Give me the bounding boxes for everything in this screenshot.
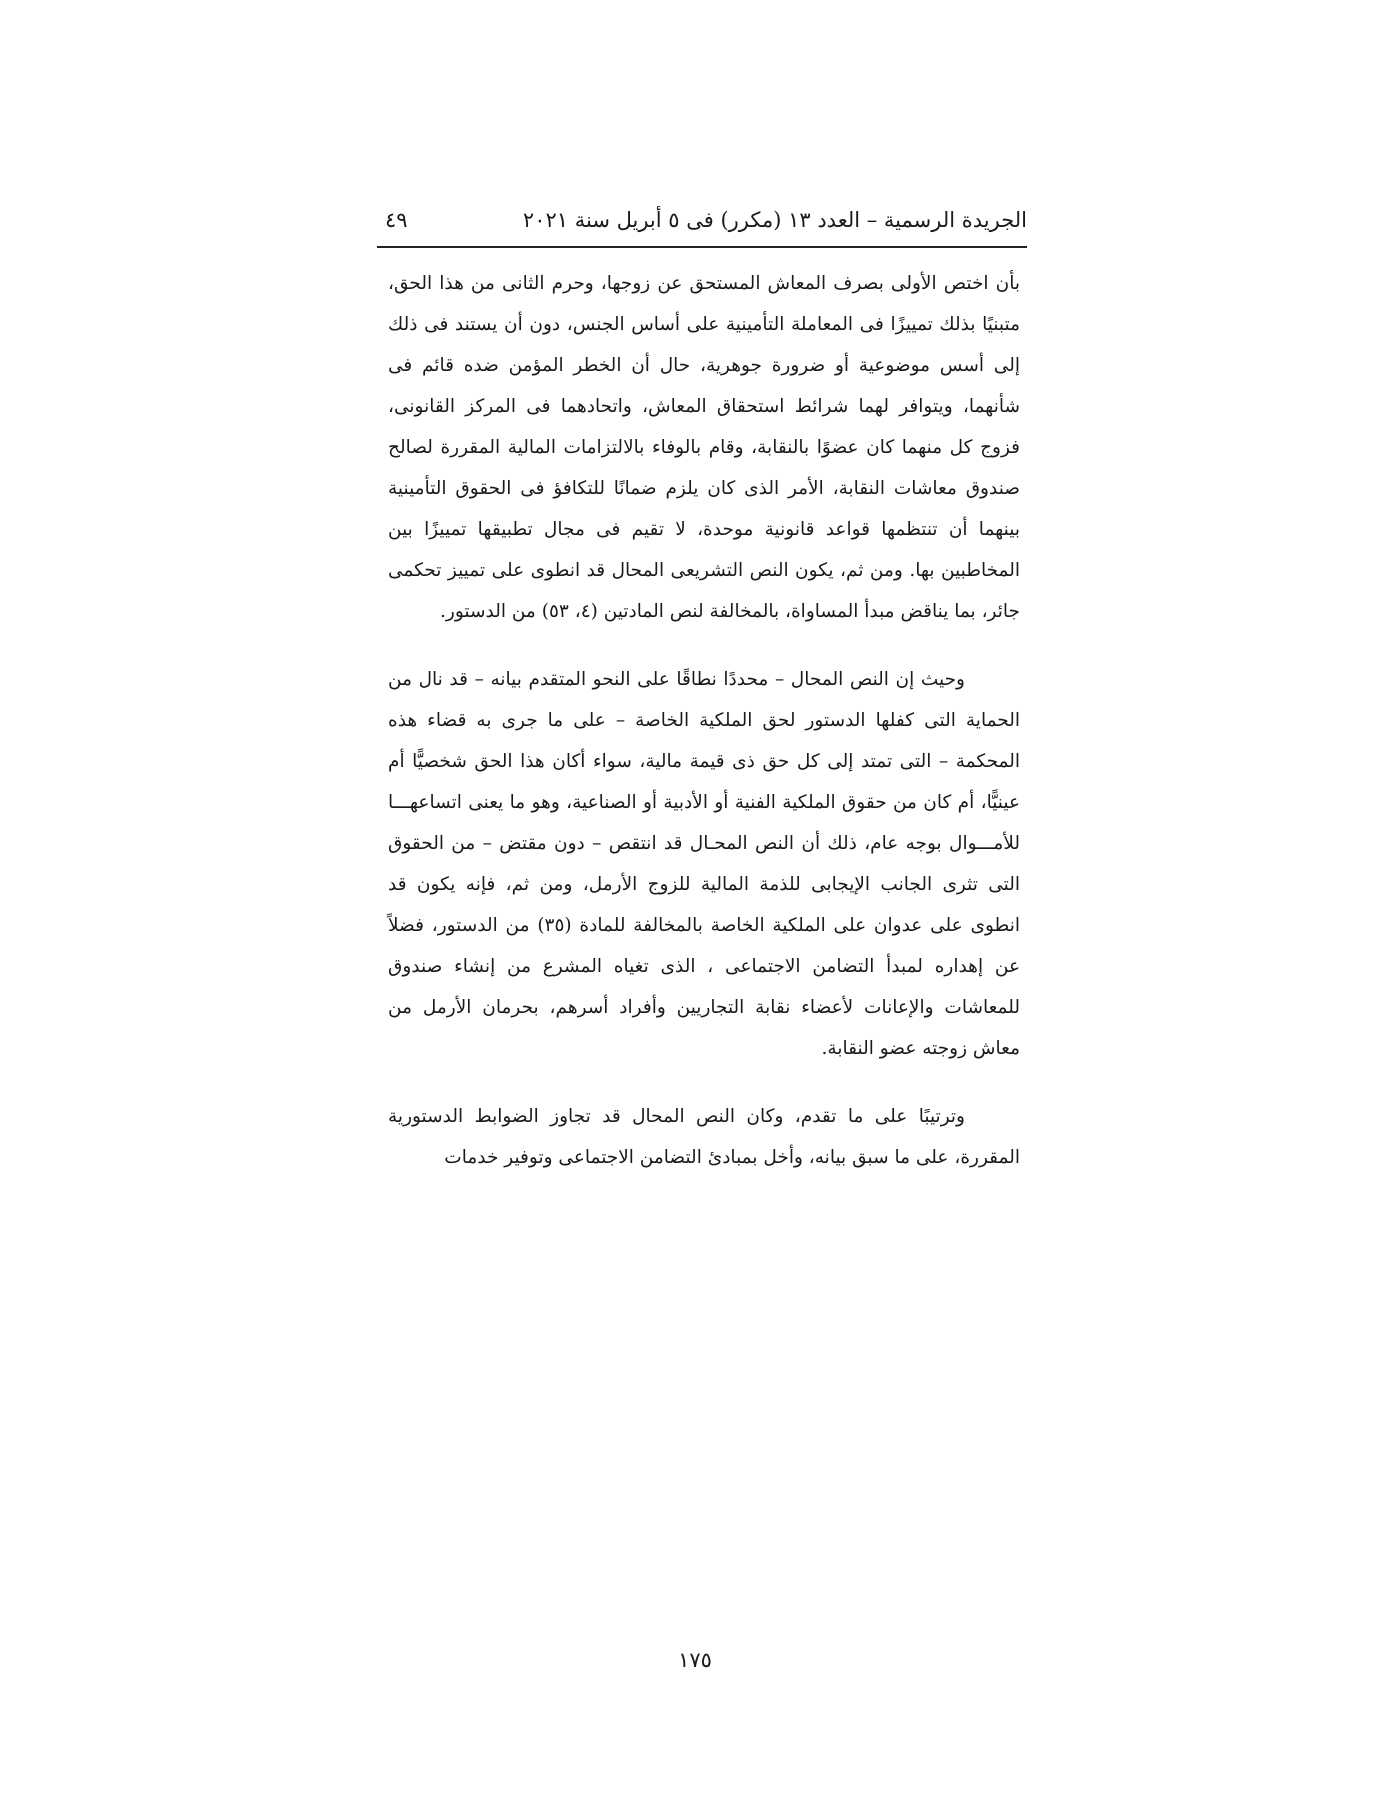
paragraph-3: وترتيبًا على ما تقدم، وكان النص المحال قد تجاوز الضوابط الدستورية المقررة، على ما سبق بيانه، وأخل بمبادئ التضامن الاجتماعى وتوفير خدمات <box>388 1106 1020 1168</box>
paragraph-2: وحيث إن النص المحال – محددًا نطاقًا على النحو المتقدم بيانه – قد نال من الحماية التى كفلها الدستور لحق الملكية الخاصة – على ما جرى به قضاء هذه المحكمة – التى تمتد إلى كل حق ذى قيمة مالية، سواء أكان هذا الحق شخصيًّا أم عينيًّا، أم كان من حقوق الملكية الفنية أو الأدبية أو الصناعية، وهو ما يعنى اتساعهـــا للأمـــوال بوجه عام، ذلك أن النص المحـال قد انتقص – دون مقتض – من الحقوق التى تثرى الجانب الإيجابى للذمة المالية للزوج الأرمل، ومن ثم، فإنه يكون قد انطوى على عدوان على الملكية الخاصة بالمخالفة للمادة (٣٥) من الدستور، فضلاً عن إهداره لمبدأ التضامن الاجتماعى ، الذى تغياه المشرع من إنشاء صندوق للمعاشات والإعانات لأعضاء نقابة التجاريين وأفراد أسرهم، بحرمان الأرمل من معاش زوجته عضو النقابة. <box>388 669 1020 1059</box>
page-header <box>377 204 1027 244</box>
header-page-number: ٤٩ <box>385 208 408 232</box>
document-body <box>388 263 1020 1178</box>
footer-page-number: ١٧٥ <box>678 1648 712 1672</box>
paragraph-1: بأن اختص الأولى بصرف المعاش المستحق عن زوجها، وحرم الثانى من هذا الحق، متبنيًا بذلك تمييزًا فى المعاملة التأمينية على أساس الجنس، دون أن يستند فى ذلك إلى أسس موضوعية أو ضرورة جوهرية، حال أن الخطر المؤمن ضده قائم فى شأنهما، ويتوافر لهما شرائط استحقاق المعاش، واتحادهما فى المركز القانونى، فزوج كل منهما كان عضوًا بالنقابة، وقام بالوفاء بالالتزامات المالية المقررة لصالح صندوق معاشات النقابة، الأمر الذى كان يلزم ضمانًا للتكافؤ فى الحقوق التأمينية بينهما أن تنتظمها قواعد قانونية موحدة، لا تقيم فى مجال تطبيقها تمييزًا بين المخاطبين بها. ومن ثم، يكون النص التشريعى المحال قد انطوى على تمييز تحكمى جائر، بما يناقض مبدأ المساواة، بالمخالفة لنص المادتين (٤، ٥٣) من الدستور. <box>388 273 1020 622</box>
header-divider <box>377 246 1027 248</box>
gazette-title: الجريدة الرسمية – العدد ١٣ (مكرر) فى ٥ أبريل سنة ٢٠٢١ <box>522 208 1027 232</box>
